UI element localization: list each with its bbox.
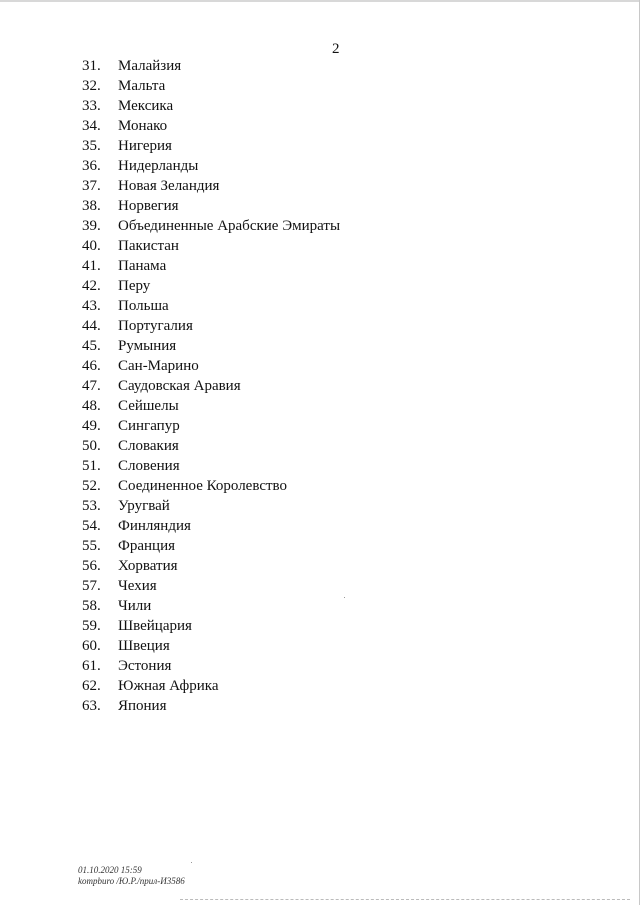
country-list-item	[82, 696, 340, 716]
country-name: Объединенные Арабские Эмираты	[118, 218, 341, 234]
country-number: 48.	[82, 398, 101, 414]
country-name: Сингапур	[118, 418, 180, 434]
country-list-item	[82, 316, 340, 336]
country-list-item	[82, 396, 340, 416]
country-name: Нигерия	[118, 138, 172, 154]
country-list-item	[82, 596, 340, 616]
country-number: 50.	[82, 438, 101, 454]
country-number: 56.	[82, 558, 101, 574]
country-number: 31.	[82, 58, 101, 74]
country-list-item	[82, 656, 340, 676]
country-name: Словакия	[118, 438, 179, 454]
country-number: 52.	[82, 478, 101, 494]
country-number: 54.	[82, 518, 101, 534]
country-name: Панама	[118, 258, 167, 274]
country-list	[82, 56, 340, 716]
country-list-item	[82, 336, 340, 356]
country-number: 57.	[82, 578, 101, 594]
country-number: 38.	[82, 198, 101, 214]
country-number: 32.	[82, 78, 101, 94]
country-number: 40.	[82, 238, 101, 254]
country-number: 35.	[82, 138, 101, 154]
country-name: Мальта	[118, 78, 166, 94]
country-number: 61.	[82, 658, 101, 674]
scan-edge-bottom	[180, 899, 630, 901]
country-name: Соединенное Королевство	[118, 478, 288, 494]
country-list-item	[82, 576, 340, 596]
country-list-item	[82, 476, 340, 496]
country-list-item	[82, 176, 340, 196]
country-list-item	[82, 76, 340, 96]
country-number: 58.	[82, 598, 101, 614]
country-number: 39.	[82, 218, 101, 234]
scan-speck	[344, 597, 345, 598]
document-footer	[78, 865, 185, 887]
country-list-item	[82, 256, 340, 276]
scan-edge-top	[0, 0, 640, 2]
country-name: Уругвай	[118, 498, 170, 514]
country-name: Пакистан	[118, 238, 179, 254]
country-name: Румыния	[118, 338, 177, 354]
country-number: 45.	[82, 338, 101, 354]
country-name: Южная Африка	[118, 678, 219, 694]
country-list-item	[82, 96, 340, 116]
country-name: Малайзия	[118, 58, 182, 74]
country-name: Польша	[118, 298, 169, 314]
country-list-item	[82, 356, 340, 376]
country-number: 44.	[82, 318, 101, 334]
country-name: Мексика	[118, 98, 174, 114]
country-number: 36.	[82, 158, 101, 174]
country-name: Монако	[118, 118, 168, 134]
footer-document-ref: kompburo /Ю.Р./прил-И3586	[78, 876, 185, 886]
country-list-item	[82, 516, 340, 536]
country-list-item	[82, 416, 340, 436]
country-list-item	[82, 236, 340, 256]
country-list-item	[82, 616, 340, 636]
footer-timestamp: 01.10.2020 15:59	[78, 865, 142, 875]
country-number: 34.	[82, 118, 101, 134]
country-number: 37.	[82, 178, 101, 194]
country-list-item	[82, 676, 340, 696]
scan-speck	[191, 862, 192, 863]
country-list-item	[82, 556, 340, 576]
country-name: Нидерланды	[118, 158, 199, 174]
country-list-item	[82, 536, 340, 556]
country-number: 60.	[82, 638, 101, 654]
country-number: 46.	[82, 358, 101, 374]
country-name: Новая Зеландия	[118, 178, 220, 194]
country-list-item	[82, 456, 340, 476]
country-number: 59.	[82, 618, 101, 634]
country-name: Сейшелы	[118, 398, 179, 414]
country-name: Франция	[118, 538, 175, 554]
country-name: Чехия	[118, 578, 157, 594]
country-name: Саудовская Аравия	[118, 378, 241, 394]
country-name: Швейцария	[118, 618, 192, 634]
country-name: Португалия	[118, 318, 193, 334]
country-name: Эстония	[118, 658, 172, 674]
country-number: 53.	[82, 498, 101, 514]
country-number: 63.	[82, 698, 101, 714]
country-number: 55.	[82, 538, 101, 554]
country-name: Перу	[118, 278, 151, 294]
country-name: Норвегия	[118, 198, 179, 214]
country-name: Чили	[118, 598, 152, 614]
country-list-item	[82, 116, 340, 136]
country-number: 41.	[82, 258, 101, 274]
country-number: 51.	[82, 458, 101, 474]
country-list-item	[82, 196, 340, 216]
country-number: 47.	[82, 378, 101, 394]
country-number: 62.	[82, 678, 101, 694]
country-number: 43.	[82, 298, 101, 314]
country-name: Финляндия	[118, 518, 191, 534]
country-list-item	[82, 636, 340, 656]
country-number: 49.	[82, 418, 101, 434]
page-number: 2	[332, 41, 340, 57]
country-list-item	[82, 216, 340, 236]
country-list-item	[82, 496, 340, 516]
country-name: Словения	[118, 458, 180, 474]
country-list-item	[82, 156, 340, 176]
country-list-item	[82, 376, 340, 396]
country-list-item	[82, 296, 340, 316]
country-list-item	[82, 136, 340, 156]
country-name: Хорватия	[118, 558, 178, 574]
country-number: 42.	[82, 278, 101, 294]
country-name: Япония	[118, 698, 167, 714]
country-number: 33.	[82, 98, 101, 114]
country-list-item	[82, 276, 340, 296]
country-list-item	[82, 56, 340, 76]
country-name: Швеция	[118, 638, 170, 654]
country-list-item	[82, 436, 340, 456]
country-name: Сан-Марино	[118, 358, 199, 374]
